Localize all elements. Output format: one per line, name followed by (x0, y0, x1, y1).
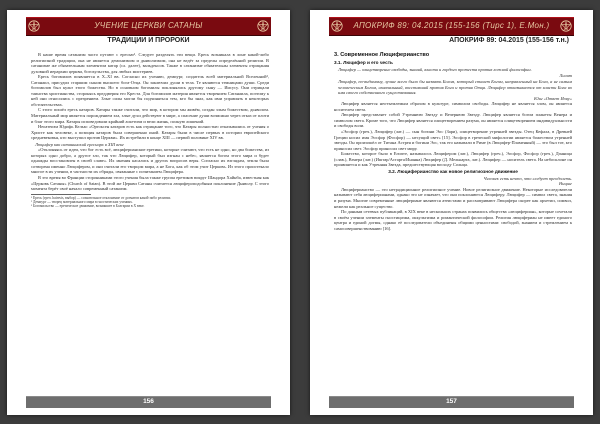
left-page-header-bar (26, 17, 271, 36)
right-page-header-bar (329, 17, 574, 36)
paragraph: По данным сетевых публикаций, в XIX веке в нескольких странах появились общества «люцифериан», которые сочетали в своём учении элементы гностицизма, оккультизма и романтической философии. Религия люцифериан не имеет единого центра и единой догмы, однако её последователи объединены общими ценностями: свободой, знанием и стремлением к самосовершенствованию [16]. (334, 209, 572, 231)
footnote: ¹ Ересь (греч. hairesis, выбор) — сознательное отклонение от догматов какой-либо религии. (31, 195, 172, 200)
paragraph: Ересь богомилов появляется в X–XI вв. Согласно их учению, демиург, создатель всей материальной Вселенной², Сатанаил, присудил старшим сыном высшего бога-Отца. Он заключил души в тела. Те являются темницами души. Среди богомилов был культ этого божества. Но в основном богомилы поклонялись другому сыну — Иисусу. Они отрицали таинства христианства, сторонясь преддверия его Креста. Для богомилов материя является творением Сатанаила, поэтому к ней они относились с презрением. Злые силы могли бы подчиняться тем, кто бы знал, как ими управлять в некоторых обстоятельствах. (31, 74, 269, 107)
footnote: ² Демиург — творец материального мира в гностических учениях. (31, 200, 133, 205)
page-number: 156 (143, 398, 154, 405)
paragraph: «Эосфор (греч.), Люцифер (лат.) — сын богини Эос (Зари), олицетворение утренней звезды. Отец Кефала, в Древней Греции носил имя Эосфор (Фосфор) — несущий свет» [15]. Эосфор в греческой мифологии является божеством утренней звезды. Он произошёл от Титана Астрея и богини Эос, так его называли в Риме (в Люцифер-Пламенный) — это был тот, кто приносил свет. Эосфор приносил свет миру. (334, 129, 572, 151)
left-page-header-title: УЧЕНИЕ ЦЕРКВИ САТАНЫ (94, 21, 203, 30)
left-page (7, 10, 290, 415)
right-page-section-title: АПОКРИФ 89: 04.2015 (155-156 т.н.) (449, 37, 569, 44)
left-page-section-title: ТРАДИЦИИ И ПРОРОКИ (107, 37, 190, 44)
epigraph-author: Ницше (559, 181, 572, 187)
right-page-body (334, 52, 572, 389)
page-number: 157 (446, 398, 457, 405)
paragraph: Неоатеизм Юдифь Кельм: «Ортоксен катаров есть как отрицание того, что Катары полностью отказывались от учения о Христе как человеке, а позиция катаров была совершенно иной. Катары были в числе первых в истории европейского средневековья, кто выступил против Церкви». Их истребили в конце XIII — первой половине XIV вв. (31, 124, 269, 141)
section-heading: 3.2. Люциферианство как новое религиозное движение (388, 168, 518, 174)
paragraph: Люцифер является неотъемлемым образом в культуре, символом свободы. Люцифер не является злом, он является носителем света. (334, 101, 572, 112)
left-page-footer-bar (26, 396, 271, 408)
epigraph-author: Юнг «Ответ Иову» (534, 95, 572, 101)
paragraph: В наше время сатанизм часто путают с ересью¹. Следует разделять эти вещи. Ересь возникала в лоне какой-либо религиозной традиции, она не является демонизмом и дьяволизмом, она не ведёт за пределы определённой религии. В сатанизме же обязательным элементом катар (сл. далее), вальденсов. Также в сатанизме обязательны элементы отрицания духовной иерархии церкви, богохульства, для любых мистериев. (31, 52, 269, 74)
paragraph: Божество, которое было в Египте, называлось Люцифером (лат.), Люцифер (греч.), Эосфор, Фосфор (греч.), Дэнница (слав.), Венера (лат.) (Иштар/Астарта/Инанна) Люцифер (Д. Мелькарта, лат.). Люцифер — носитель света. На небосклоне он проявляется и как Утренняя Звезда, предшествующая восходу Солнца. (334, 151, 572, 168)
pentagram-emblem-icon (560, 20, 572, 32)
epigraph-quote: Человек есть нечто, что следует преодолеть. (483, 175, 572, 181)
epigraph-quote: Люцифер, по-видимому, лучше всего было бы назвать Богом, который станет Богом, направленный на Бога, а не самым человеческим Богом, изначальный, восставший против Бога и против Отца. Люцифер отказывается от власти Бога во имя своего собственного существования. (338, 79, 572, 96)
footnote: ³ Богомильство — еретическое движение, возникшее в Болгарии в X веке. (31, 204, 145, 209)
subheading: Люцифер как сатанинский ересиарх в XIII веке (35, 141, 124, 147)
paragraph: В это время во Франции сторонниками этого учения была также группа еретиков вокруг Шандора Хайнба, известная как «Церковь Сатаны» (Church of Satan). В этой же Церкви Сатаны считается люцифероподобным поклонение Дьяволу. С этого момента берёт своё начало современный сатанизм. (31, 175, 269, 192)
epigraph-author: Лилит (559, 72, 572, 78)
right-page (310, 10, 593, 415)
paragraph: С этого пошёл ересь катаров. Катары также считали, что мир, в котором мы живём, создан злым божеством, дьяволом. Материальный мир является порождением зла, злые духи действуют в мире, а спасение души возможно через отказ от плоти и благ этого мира. Катары исповедовали крайний аскетизм и вели жизнь, полную лишений. (31, 107, 269, 124)
right-page-footer-bar (329, 396, 574, 408)
pentagram-emblem-icon (257, 20, 269, 32)
paragraph: Люциферианство — это нетрадиционное религиозное учение. Новое религиозное движение. Некоторые исследователи называют себя люциферианами, однако это не означает, что они поклоняются Люциферу. Люцифер — символ света, знания и разума. Многие современные люцифериане являются атеистами и рассматривают Люцифера скорее как архетип, символ, нежели как реальное существо. (334, 186, 572, 209)
footnote-divider (31, 194, 91, 195)
section-heading: 3.1. Люцифер и его честь (334, 60, 393, 65)
paragraph: Люцифер представляет собой Утреннюю Звезду и Вечернюю Звезду. Люцифер является богом планеты Венера и символом света. Кроме того, что Люцифер является олицетворением разума, он является олицетворением индивидуальности и свободы воли. (334, 112, 572, 129)
epigraph-quote: Люцифер — олицетворение свободы, знаний, власти и гордого протеста против ложной философии. (338, 67, 532, 72)
right-page-header-title: АПОКРИФ 89: 04.2015 (155-156 (Тирс 1), Е.Мон.) (353, 21, 550, 30)
paragraph: «Отклоняясь от идеи, что бог есть всё, люциферианские еретики, которые считают, что есть не одно, но два божества, из которых одно добро, а другое зло, так что Люцифер, который был изгнан с небес, является богом этого мира и будет однажды восстановлен в своей славе». Их мнения касались и других вопросов веры. Согласно их взглядам, земля была сотворена именно Люцифером, и они считали его творцом мира, а не Бога, как об этом учит Церковь. Из этого проистекало многое в их учении, в частности их обряды, связанные с почитанием Люцифера. (31, 147, 269, 175)
chapter-heading: 3. Современное Люциферианство (334, 52, 430, 58)
left-page-body (31, 52, 269, 389)
